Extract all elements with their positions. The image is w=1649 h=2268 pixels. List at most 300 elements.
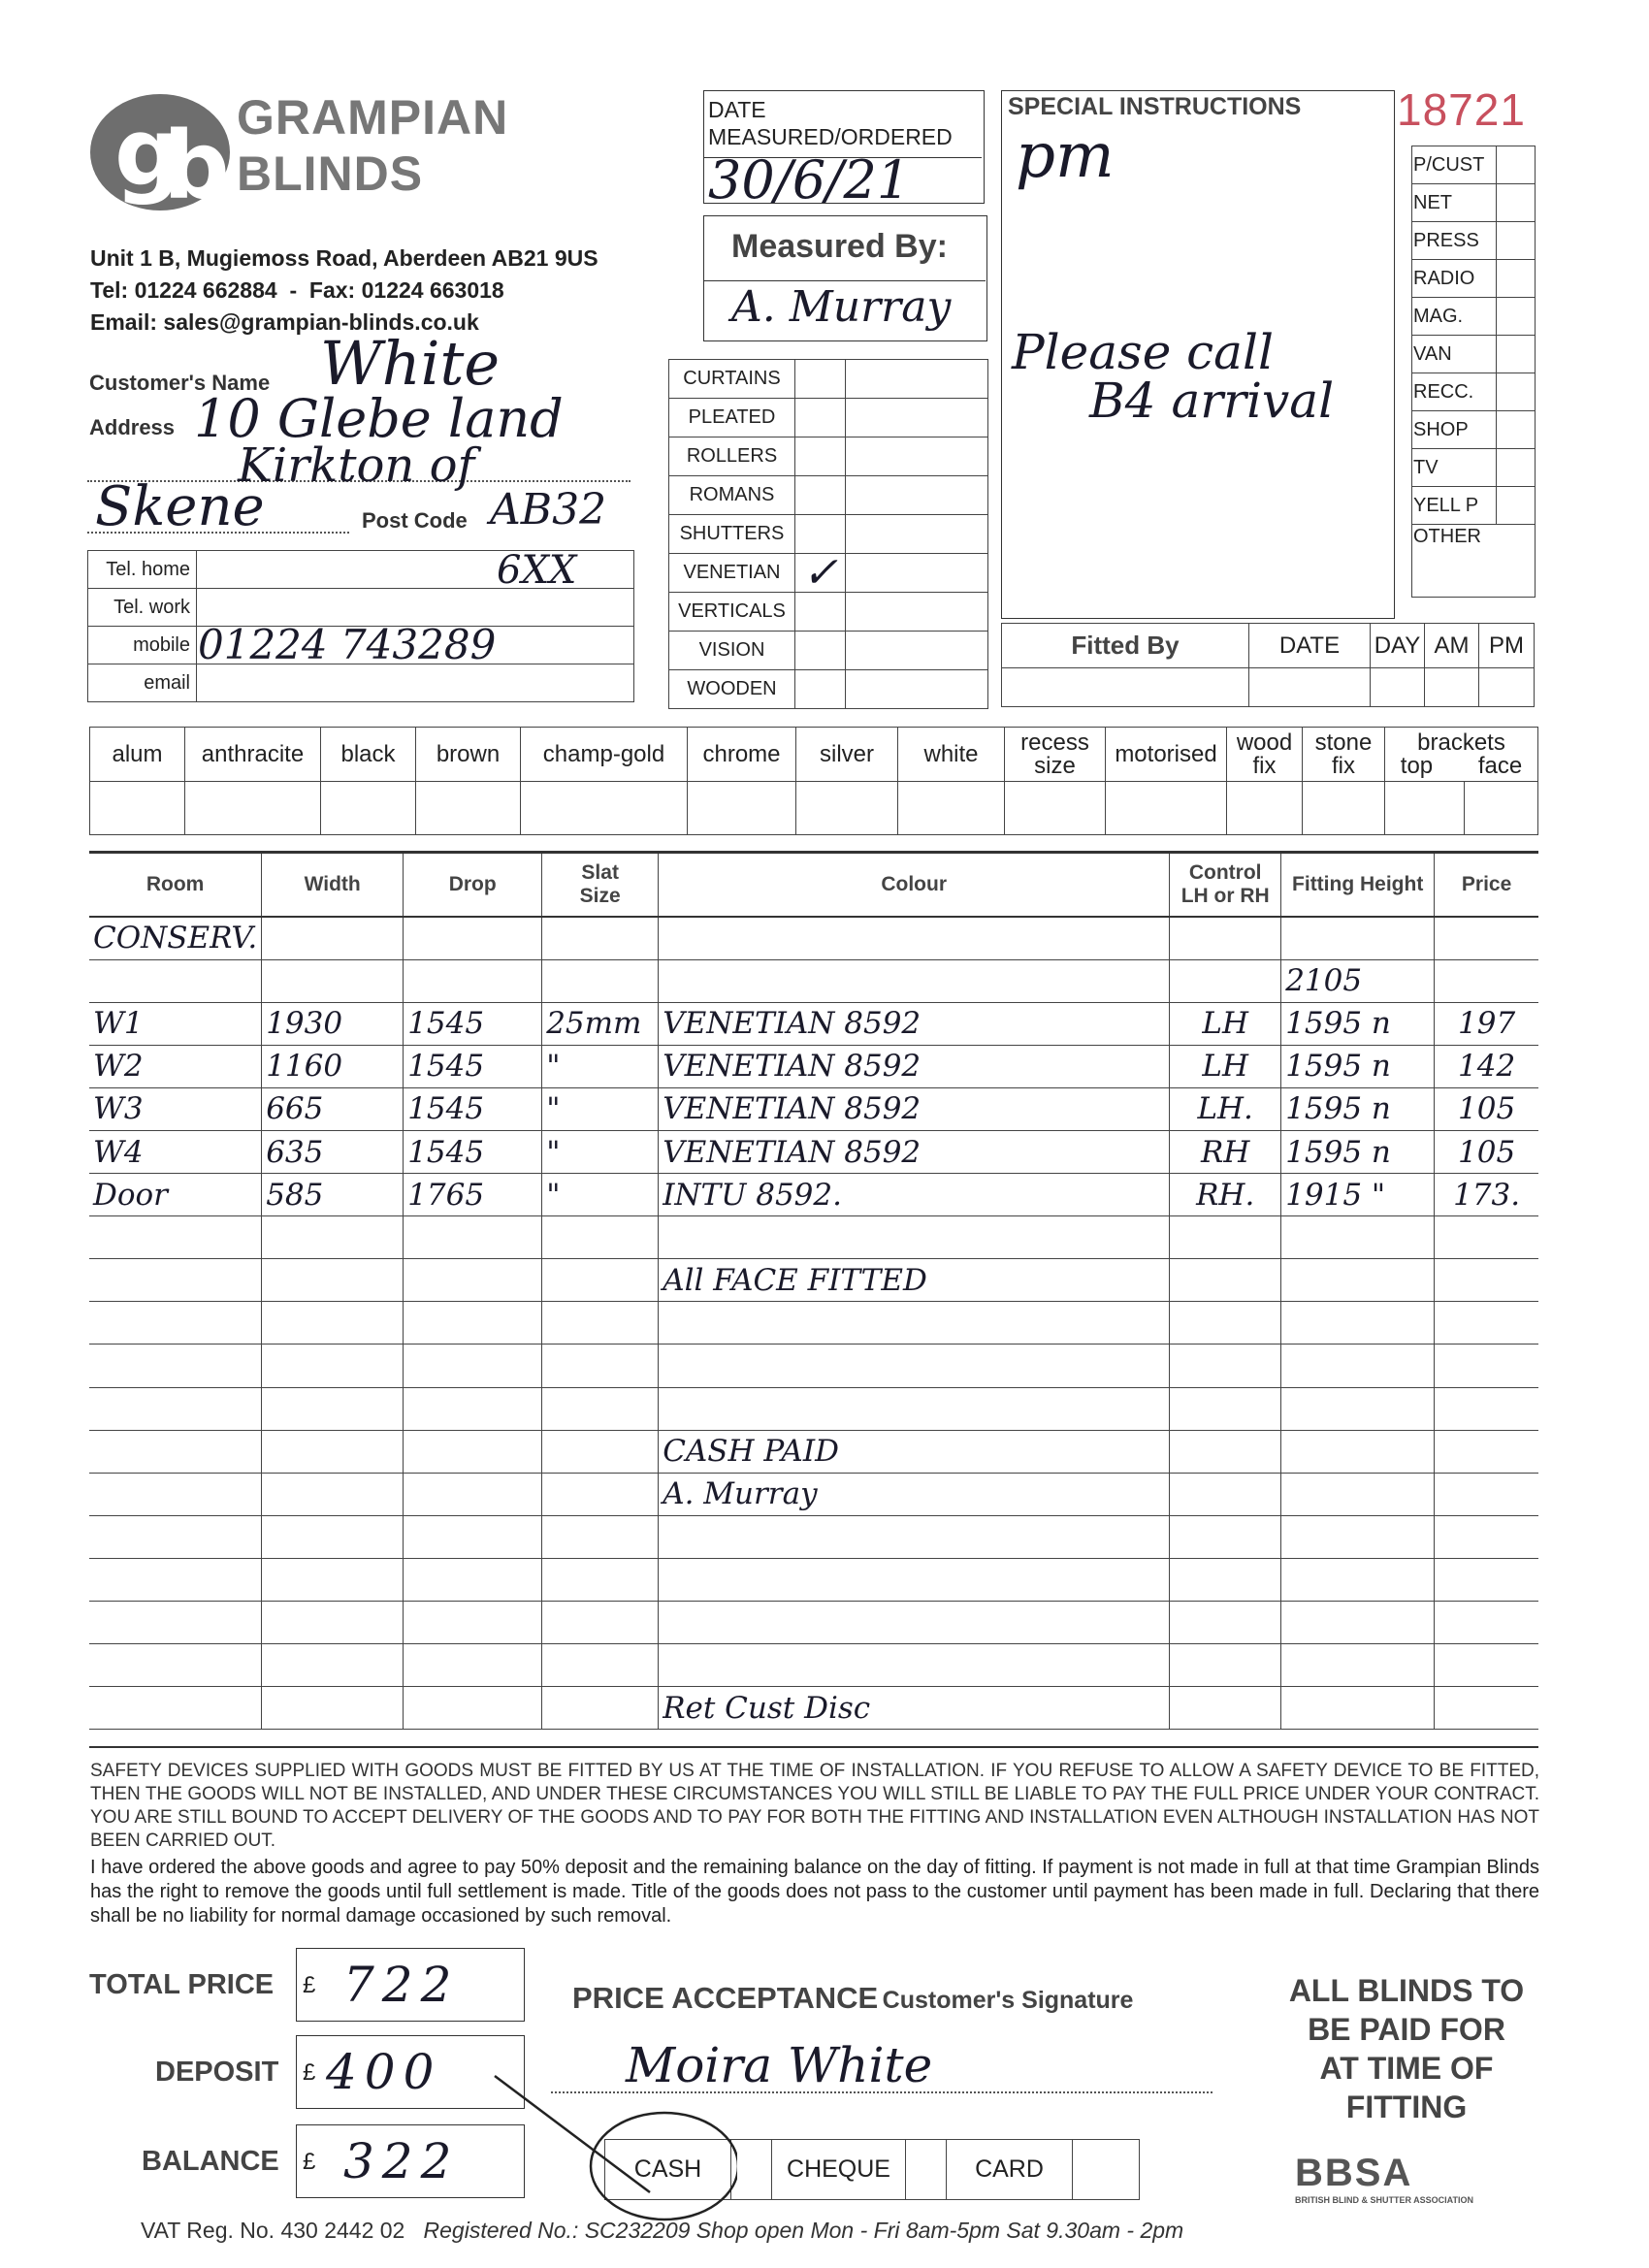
table-row [89, 1430, 1538, 1473]
notice-line-3: AT TIME OF [1319, 2051, 1494, 2086]
cell-price [1435, 1259, 1538, 1302]
address-label: Address [89, 415, 176, 439]
cell-slat [542, 1216, 659, 1259]
cell-slat [542, 1602, 659, 1644]
cell-slat: " [542, 1045, 659, 1087]
total-price-box [296, 1948, 525, 2022]
cell-price [1435, 1687, 1538, 1730]
cell-room [89, 1430, 262, 1473]
cell-fitting [1281, 1644, 1435, 1687]
recess-size-label [1005, 728, 1106, 782]
cell-price [1435, 1302, 1538, 1345]
svg-text:g: g [114, 98, 181, 207]
special-instructions-box [1001, 90, 1395, 619]
recess-l1: recess [1020, 729, 1089, 756]
date-label-1: DATE [708, 97, 766, 122]
payment-conditions: I have ordered the above goods and agree to pay 50% deposit and the remaining balance on the day of fitting. If payment is not made in full at that time Grampian Blinds has the right to remove the goods until full settlement is made. Title of the goods does not pass to the customer until payment has been made in full. Declaring that there shall be no liability for normal damage occasioned by such removal. [90, 1857, 1539, 1927]
acceptance-subtitle: Customer's Signature [882, 1987, 1134, 2014]
table-row [89, 1174, 1538, 1216]
cell-control [1170, 959, 1281, 1002]
cell-drop: 1545 [404, 1002, 542, 1045]
address-line1: 10 Glebe land [194, 388, 564, 449]
deposit-value: 400 [326, 2044, 442, 2100]
postcode-value2: 6XX [497, 548, 577, 593]
header-colour: Colour [659, 854, 1170, 917]
source-check[interactable] [1497, 411, 1536, 449]
bbsa-mark: BBSA [1295, 2152, 1413, 2194]
payment-notice [1251, 1971, 1562, 2126]
cell-price: 197 [1435, 1002, 1538, 1045]
product-type-check[interactable] [795, 632, 846, 670]
cell-width [262, 1259, 404, 1302]
cell-width: 1160 [262, 1045, 404, 1087]
special-note-1: pm [1016, 120, 1115, 192]
table-row [89, 917, 1538, 959]
cell-control [1170, 1345, 1281, 1387]
finish-check[interactable] [185, 782, 321, 835]
cell-colour [659, 1302, 1170, 1345]
cell-width [262, 1345, 404, 1387]
cell-room [89, 1602, 262, 1644]
source-item: VAN [1412, 336, 1497, 373]
finish-check[interactable] [521, 782, 688, 835]
customer-signature: Moira White [626, 2037, 933, 2093]
postcode-value: AB32 [490, 485, 607, 535]
cell-colour: VENETIAN 8592 [659, 1045, 1170, 1087]
cell-control [1170, 1602, 1281, 1644]
source-check[interactable] [1497, 146, 1536, 184]
table-row [89, 1087, 1538, 1130]
cell-colour: INTU 8592. [659, 1174, 1170, 1216]
fitted-am-label: AM [1425, 624, 1479, 668]
header-drop: Drop [404, 854, 542, 917]
cash-circle-annotation [485, 2057, 737, 2231]
measured-by-label: Measured By: [731, 228, 948, 265]
wood-l1: wood [1236, 729, 1293, 756]
cell-control: LH [1170, 1002, 1281, 1045]
product-type-label: PLEATED [669, 399, 795, 437]
cell-slat: " [542, 1087, 659, 1130]
cell-slat [542, 1515, 659, 1558]
acceptance-title: PRICE ACCEPTANCE [572, 1981, 879, 2015]
cell-control [1170, 1387, 1281, 1430]
cell-room [89, 1216, 262, 1259]
cell-slat [542, 959, 659, 1002]
company-logo [87, 89, 233, 215]
cell-width [262, 1216, 404, 1259]
cell-slat: " [542, 1130, 659, 1173]
cell-fitting [1281, 1558, 1435, 1601]
special-note-2: Please call [1012, 324, 1274, 380]
brackets-label [1385, 728, 1538, 782]
cell-colour [659, 1558, 1170, 1601]
product-type-label: VERTICALS [669, 593, 795, 632]
table-row [89, 1602, 1538, 1644]
sep: - [289, 277, 298, 303]
bbsa-logo [1295, 2152, 1523, 2205]
cell-drop [404, 1473, 542, 1515]
cell-width [262, 1430, 404, 1473]
product-type-check[interactable] [795, 670, 846, 709]
cell-width [262, 1687, 404, 1730]
cell-drop [404, 1558, 542, 1601]
cell-control [1170, 1216, 1281, 1259]
fitted-day-label: DAY [1371, 624, 1425, 668]
product-type-label: VISION [669, 632, 795, 670]
product-type-check[interactable] [795, 360, 846, 399]
company-phone [90, 277, 504, 304]
source-check[interactable] [1497, 298, 1536, 336]
cell-control [1170, 1302, 1281, 1345]
table-row [89, 1259, 1538, 1302]
control-l2: LH or RH [1180, 885, 1270, 907]
table-row [89, 1515, 1538, 1558]
company-name-line2: BLINDS [237, 146, 424, 201]
cell-control: RH. [1170, 1174, 1281, 1216]
finish-option: white [898, 728, 1005, 782]
cell-room [89, 1558, 262, 1601]
cell-slat: " [542, 1174, 659, 1216]
source-item: PRESS [1412, 222, 1497, 260]
notice-line-2: BE PAID FOR [1308, 2012, 1505, 2047]
special-note-3: B4 arrival [1089, 373, 1335, 429]
cell-colour [659, 1515, 1170, 1558]
payment-card[interactable]: CARD [947, 2140, 1073, 2200]
fitted-date-label: DATE [1249, 624, 1371, 668]
cell-room: W2 [89, 1045, 262, 1087]
payment-check[interactable] [906, 2140, 947, 2200]
cell-width [262, 959, 404, 1002]
cell-fitting [1281, 1302, 1435, 1345]
cell-fitting [1281, 1602, 1435, 1644]
fitted-pm-label: PM [1479, 624, 1535, 668]
cell-width: 665 [262, 1087, 404, 1130]
cell-fitting [1281, 1387, 1435, 1430]
source-item: NET [1412, 184, 1497, 222]
cell-fitting [1281, 1515, 1435, 1558]
cell-slat [542, 1473, 659, 1515]
cell-slat [542, 1302, 659, 1345]
finish-check[interactable] [1106, 782, 1227, 835]
table-row [89, 1558, 1538, 1601]
fitted-by-value[interactable] [1002, 668, 1249, 707]
finish-check[interactable] [1227, 782, 1303, 835]
stone-fix-label [1303, 728, 1385, 782]
email-field-label: email [88, 664, 197, 702]
cell-price [1435, 959, 1538, 1002]
finish-check[interactable] [416, 782, 521, 835]
source-check[interactable] [1497, 260, 1536, 298]
svg-text:b: b [163, 112, 230, 215]
table-row [89, 1002, 1538, 1045]
payment-cash[interactable]: CASH [605, 2140, 731, 2200]
table-row [89, 1644, 1538, 1687]
cell-colour: VENETIAN 8592 [659, 1002, 1170, 1045]
cell-fitting: 1595 n [1281, 1087, 1435, 1130]
finish-options-table [89, 727, 1538, 835]
table-row [89, 1045, 1538, 1087]
currency-sign: £ [303, 2059, 316, 2086]
cell-room [89, 1644, 262, 1687]
cell-price: 173. [1435, 1174, 1538, 1216]
cell-slat [542, 1430, 659, 1473]
cell-control [1170, 917, 1281, 959]
cell-fitting [1281, 1345, 1435, 1387]
finish-check[interactable] [688, 782, 796, 835]
stone-l2: fix [1332, 752, 1355, 779]
cell-room [89, 1473, 262, 1515]
mobile-label: mobile [88, 627, 197, 664]
tel-number: 01224 662884 [134, 277, 277, 303]
cell-colour [659, 959, 1170, 1002]
company-address: Unit 1 B, Mugiemoss Road, Aberdeen AB21 9US [90, 245, 598, 271]
cell-price [1435, 1345, 1538, 1387]
logo-mark-icon [87, 89, 233, 215]
product-type-check[interactable] [795, 437, 846, 476]
table-row [89, 1130, 1538, 1173]
motorised-label: motorised [1106, 728, 1227, 782]
finish-check[interactable] [1303, 782, 1385, 835]
cell-colour [659, 1216, 1170, 1259]
cell-control [1170, 1473, 1281, 1515]
finish-option: champ-gold [521, 728, 688, 782]
cell-slat [542, 1687, 659, 1730]
total-price-label: TOTAL PRICE [89, 1969, 275, 2000]
finish-check[interactable] [1465, 782, 1538, 835]
email-value: sales@grampian-blinds.co.uk [163, 309, 479, 335]
balance-label: BALANCE [142, 2146, 279, 2177]
cell-width [262, 917, 404, 959]
cell-price [1435, 1515, 1538, 1558]
stone-l1: stone [1314, 729, 1373, 756]
cell-drop: 1765 [404, 1174, 542, 1216]
recess-l2: size [1034, 752, 1076, 779]
cell-room [89, 1345, 262, 1387]
cell-fitting: 1915 " [1281, 1174, 1435, 1216]
source-item: OTHER [1412, 525, 1536, 598]
payment-cheque[interactable]: CHEQUE [772, 2140, 906, 2200]
source-check[interactable] [1497, 449, 1536, 487]
cell-width [262, 1558, 404, 1601]
source-item: YELL P [1412, 487, 1497, 525]
table-row [89, 1473, 1538, 1515]
cell-control [1170, 1558, 1281, 1601]
header-room: Room [89, 854, 262, 917]
product-type-check[interactable] [795, 476, 846, 515]
cell-drop [404, 1515, 542, 1558]
header-control [1170, 854, 1281, 917]
cell-fitting [1281, 1216, 1435, 1259]
date-value: 30/6/21 [708, 149, 911, 211]
source-check[interactable] [1497, 222, 1536, 260]
cell-slat: 25mm [542, 1002, 659, 1045]
source-check[interactable] [1497, 487, 1536, 525]
balance-value: 322 [343, 2133, 460, 2189]
cell-room [89, 1302, 262, 1345]
table-row [89, 1216, 1538, 1259]
source-item: MAG. [1412, 298, 1497, 336]
cell-slat [542, 917, 659, 959]
cell-colour: All FACE FITTED [659, 1259, 1170, 1302]
cell-colour: Ret Cust Disc [659, 1687, 1170, 1730]
source-check[interactable] [1497, 184, 1536, 222]
finish-check[interactable] [321, 782, 416, 835]
product-type-check[interactable]: ✓ [795, 554, 846, 593]
order-number: 18721 [1397, 84, 1526, 135]
address-line2: Kirkton of [238, 438, 475, 493]
source-check[interactable] [1497, 336, 1536, 373]
cell-room: W4 [89, 1130, 262, 1173]
product-type-label: SHUTTERS [669, 515, 795, 554]
fax-label: Fax: [308, 277, 356, 303]
finish-check[interactable] [90, 782, 185, 835]
cell-width [262, 1473, 404, 1515]
source-item: TV [1412, 449, 1497, 487]
company-name-line1: GRAMPIAN [237, 90, 509, 145]
finish-check[interactable] [1385, 782, 1465, 835]
finish-option: alum [90, 728, 185, 782]
measured-by-value: A. Murray [731, 282, 952, 332]
safety-conditions: SAFETY DEVICES SUPPLIED WITH GOODS MUST BE FITTED BY US AT THE TIME OF INSTALLATION. IF YOU REFUSE TO ALLOW A SAFETY DEVICE TO BE FITTED, THEN THE GOODS WILL NOT BE INSTALLED, AND UNDER THESE CIRCUMSTANCES YOU WILL STILL BE LIABLE TO PAY THE FULL PRICE UNDER YOUR CONTRACT. YOU ARE STILL BOUND TO ACCEPT DELIVERY OF THE GOODS AND TO PAY FOR BOTH THE FITTING AND INSTALLATION EVEN ALTHOUGH INSTALLATION HAS NOT BEEN CARRIED OUT. [90, 1761, 1539, 1851]
postcode-label: Post Code [362, 508, 468, 533]
product-type-table [668, 359, 988, 709]
cell-drop [404, 1259, 542, 1302]
special-instructions-label: SPECIAL INSTRUCTIONS [1008, 93, 1302, 120]
cell-slat [542, 1644, 659, 1687]
cell-width: 585 [262, 1174, 404, 1216]
cell-price [1435, 917, 1538, 959]
deposit-label: DEPOSIT [155, 2057, 279, 2088]
table-row [89, 1687, 1538, 1730]
address-line3: Skene [95, 475, 265, 538]
tel-home-value [197, 551, 634, 589]
cell-drop [404, 1216, 542, 1259]
finish-check[interactable] [796, 782, 898, 835]
cell-colour [659, 1644, 1170, 1687]
tel-work-label: Tel. work [88, 589, 197, 627]
cell-drop: 1545 [404, 1130, 542, 1173]
table-row [89, 1302, 1538, 1345]
cell-drop [404, 1430, 542, 1473]
cell-control: LH. [1170, 1087, 1281, 1130]
cell-colour: CASH PAID [659, 1430, 1170, 1473]
cell-fitting: 1595 n [1281, 1045, 1435, 1087]
source-item: P/CUST [1412, 146, 1497, 184]
cell-room [89, 1687, 262, 1730]
cell-room: W3 [89, 1087, 262, 1130]
header-width: Width [262, 854, 404, 917]
product-type-label: CURTAINS [669, 360, 795, 399]
finish-option: black [321, 728, 416, 782]
email-label: Email: [90, 309, 158, 335]
table-bottom-rule [89, 1746, 1538, 1748]
cell-drop [404, 1302, 542, 1345]
customer-name-label: Customer's Name [89, 371, 271, 395]
cell-colour: A. Murray [659, 1473, 1170, 1515]
payment-check[interactable] [1073, 2140, 1140, 2200]
email-field-value [197, 664, 634, 702]
fitted-by-table [1001, 623, 1535, 707]
source-item: SHOP [1412, 411, 1497, 449]
product-type-label: WOODEN [669, 670, 795, 709]
cell-width [262, 1515, 404, 1558]
cell-price [1435, 1602, 1538, 1644]
slat-l1: Slat [581, 861, 619, 884]
cell-width [262, 1602, 404, 1644]
cell-room [89, 1259, 262, 1302]
cell-slat [542, 1259, 659, 1302]
cell-drop [404, 959, 542, 1002]
date-box [703, 90, 985, 211]
cell-width [262, 1387, 404, 1430]
cell-control [1170, 1259, 1281, 1302]
tel-home-label: Tel. home [88, 551, 197, 589]
cell-room: W1 [89, 1002, 262, 1045]
vat-number: VAT Reg. No. 430 2442 02 [141, 2218, 405, 2243]
cell-drop: 1545 [404, 1087, 542, 1130]
price-acceptance [572, 1981, 1133, 2016]
cell-price [1435, 1216, 1538, 1259]
cell-control [1170, 1687, 1281, 1730]
source-item: RECC. [1412, 373, 1497, 411]
table-row [89, 959, 1538, 1002]
cell-fitting [1281, 1473, 1435, 1515]
source-check[interactable] [1497, 373, 1536, 411]
cell-fitting: 1595 n [1281, 1130, 1435, 1173]
wood-l2: fix [1252, 752, 1277, 779]
finish-option: silver [796, 728, 898, 782]
cell-room: Door [89, 1174, 262, 1216]
product-type-check[interactable] [795, 399, 846, 437]
cell-drop [404, 1644, 542, 1687]
cell-slat [542, 1387, 659, 1430]
cell-colour [659, 1387, 1170, 1430]
cell-room [89, 1387, 262, 1430]
registered-info: Registered No.: SC232209 Shop open Mon - Fri 8am-5pm Sat 9.30am - 2pm [423, 2218, 1184, 2243]
cell-colour: VENETIAN 8592 [659, 1130, 1170, 1173]
cell-width [262, 1302, 404, 1345]
currency-sign: £ [303, 1972, 316, 1998]
cell-price [1435, 1430, 1538, 1473]
finish-check[interactable] [1005, 782, 1106, 835]
source-item: RADIO [1412, 260, 1497, 298]
notice-line-1: ALL BLINDS TO [1288, 1973, 1525, 2008]
cell-fitting: 2105 [1281, 959, 1435, 1002]
table-row [89, 1345, 1538, 1387]
cell-price [1435, 1473, 1538, 1515]
product-type-label: ROLLERS [669, 437, 795, 476]
product-type-check[interactable] [795, 593, 846, 632]
brackets-face: face [1477, 752, 1523, 779]
cell-fitting [1281, 1687, 1435, 1730]
cell-control [1170, 1515, 1281, 1558]
cell-colour [659, 1602, 1170, 1644]
dotted-line [87, 532, 349, 534]
cell-price: 142 [1435, 1045, 1538, 1087]
cell-control: LH [1170, 1045, 1281, 1087]
cell-drop [404, 1687, 542, 1730]
cell-fitting [1281, 1259, 1435, 1302]
cell-drop [404, 917, 542, 959]
cell-colour [659, 1345, 1170, 1387]
finish-check[interactable] [898, 782, 1005, 835]
cell-price: 105 [1435, 1087, 1538, 1130]
cell-control [1170, 1430, 1281, 1473]
cell-room [89, 959, 262, 1002]
finish-option: anthracite [185, 728, 321, 782]
cell-width: 1930 [262, 1002, 404, 1045]
brackets-text: brackets [1417, 729, 1505, 756]
